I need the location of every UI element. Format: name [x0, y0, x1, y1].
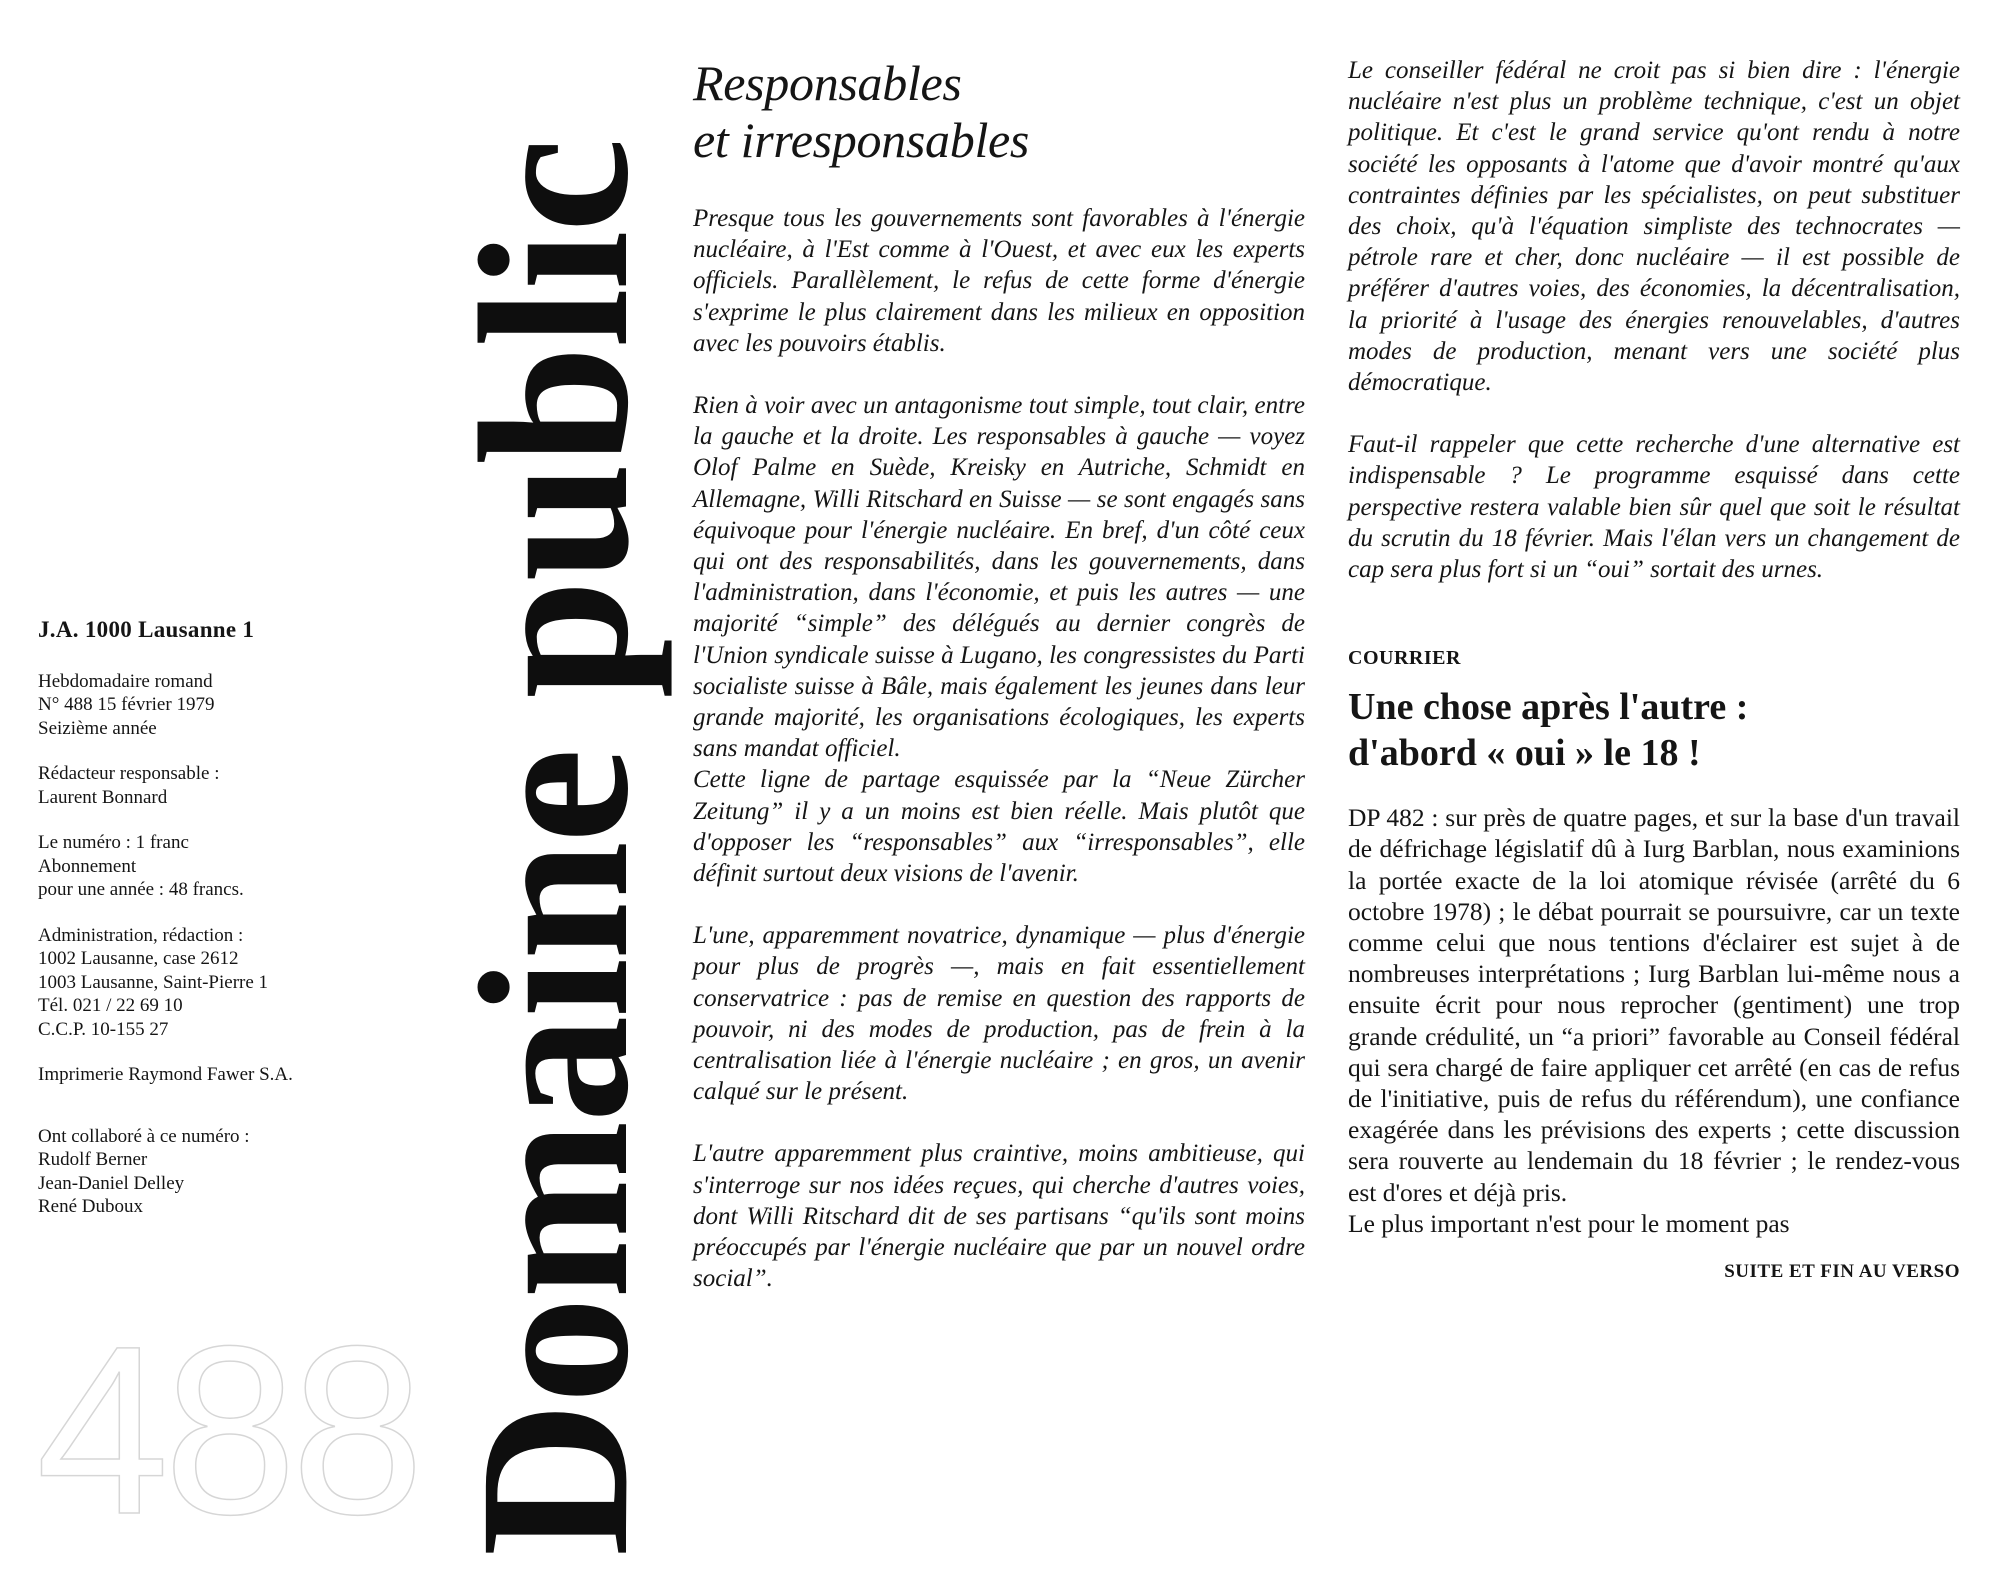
courrier-body-continued: Le plus important n'est pour le moment pas	[1348, 1208, 1790, 1238]
address-block	[38, 924, 398, 1042]
editorial-paragraph: Cette ligne de partage esquissée par la “Neue Zürcher Zeitung” il y a un moins est bien réelle. Mais plutôt que d'opposer les “responsables” aux “irresponsables”, elle définit surtout deux visions de l'avenir.	[693, 766, 1305, 888]
printer-block	[38, 1063, 398, 1087]
editorial-paragraph: L'une, apparemment novatrice, dynamique — plus d'énergie pour plus de progrès —, mais en fait essentiellement conservatrice : pas de remise en question des rapports de pouvoir, ni des modes de production, pas de frein à la centralisation liée à l'énergie nucléaire ; en gros, un avenir calqué sur le présent.	[693, 922, 1305, 1106]
info-line: Abonnement	[38, 855, 137, 877]
editorial-column-1	[693, 55, 1305, 1326]
section-label: COURRIER	[1348, 647, 1461, 670]
publication-details	[38, 670, 398, 741]
price-block	[38, 831, 398, 902]
masthead-title: Domaine public	[436, 139, 673, 1557]
info-line: 1003 Lausanne, Saint-Pierre 1	[38, 971, 269, 993]
info-line: Administration, rédaction :	[38, 924, 244, 946]
masthead	[436, 139, 673, 1557]
info-line: Tél. 021 / 22 69 10	[38, 995, 183, 1016]
editorial-paragraph: Rien à voir avec un antagonisme tout simple, tout clair, entre la gauche et la droite. Les responsables à gauche — voyez Olof Palme en Suède, Kreisky en Autriche, Schmidt en Allemagne, Willi Ritschard en Suisse — se sont engagés sans équivoque pour l'énergie nucléaire. En bref, d'un côté ceux qui ont des responsabilités, dans les gouvernements, dans l'administration, dans l'économie, et puis les autres — une majorité “simple” des délégués au dernier congrès de l'Union syndicale suisse à Lugano, les congressistes du Parti socialiste suisse à Bâle, mais également les jeunes dans leur grande majorité, les organisations écologiques, les experts sans mandat officiel.	[693, 392, 1305, 763]
info-line: Hebdomadaire romand	[38, 670, 213, 692]
issue-line: N° 488 15 février 1979	[38, 694, 215, 715]
title-line: Responsables	[693, 55, 962, 111]
editorial-paragraph: L'autre apparemment plus craintive, moins ambitieuse, qui s'interroge sur nos idées reçues, qui cherche d'autres voies, dont Willi Ritschard dit de ses partisans “qu'ils sont moins préoccupés par l'énergie nucléaire que par un nouvel ordre social”.	[693, 1140, 1305, 1293]
info-line: Seizième année	[38, 717, 157, 739]
info-line: Le numéro : 1 franc	[38, 832, 189, 853]
contributors-block	[38, 1125, 398, 1219]
contributor-name: Jean-Daniel Delley	[38, 1172, 185, 1194]
headline-line: Une chose après l'autre :	[1348, 686, 1749, 729]
info-line: C.C.P. 10-155 27	[38, 1018, 169, 1040]
info-line: pour une année : 48 francs.	[38, 879, 244, 900]
editorial-paragraph: Le conseiller fédéral ne croit pas si bien dire : l'énergie nucléaire n'est plus un problème technique, c'est un objet politique. Et c'est le grand service qu'ont rendu à notre société les opposants à l'atome que d'avoir montré qu'aux contraintes définies par les spécialistes, on peut substituer des choix, qu'à l'équation simpliste des technocrates — pétrole rare et cher, donc nucléaire — il est possible de préférer d'autres voies, des économies, la décentralisation, la priorité à l'usage des énergies renouvelables, d'autres modes de production, menant vers une société plus démocratique.	[1348, 57, 1960, 397]
editorial-paragraph: Presque tous les gouvernements sont favorables à l'énergie nucléaire, à l'Est comme à l'Ouest, et avec eux les experts officiels. Parallèlement, le refus de cette forme d'énergie s'exprime le plus clairement dans les milieux en opposition avec les pouvoirs établis.	[693, 205, 1305, 357]
editorial-paragraph: Faut-il rappeler que cette recherche d'une alternative est indispensable ? Le programme esquissé dans cette perspective restera valable bien sûr quel que soit le résultat du scrutin du 18 février. Mais l'élan vers un changement de cap sera plus fort si un “oui” sortait des urnes.	[1348, 431, 1960, 584]
contributor-name: René Duboux	[38, 1196, 144, 1217]
info-line: Rédacteur responsable :	[38, 763, 220, 784]
contributor-name: Rudolf Berner	[38, 1149, 148, 1170]
postal-mark: J.A. 1000 Lausanne 1	[38, 617, 255, 642]
issue-number-watermark: 488	[36, 1296, 419, 1564]
editorial-column-2	[1348, 55, 1960, 1283]
courrier-headline	[1348, 684, 1960, 776]
editorial-title	[693, 55, 1305, 169]
continued-note: SUITE ET FIN AU VERSO	[1724, 1261, 1960, 1283]
headline-line: d'abord « oui » le 18 !	[1348, 732, 1701, 775]
courrier-body: DP 482 : sur près de quatre pages, et sur la base d'un travail de défrichage législatif dû à Iurg Barblan, nous examinions la portée exacte de la loi atomique révisée (arrêté du 6 octobre 1978) ; le débat pourrait se poursuivre, car un texte comme celui que nous tentions d'éclairer est sujet à de nombreuses interprétations ; Iurg Barblan lui-même nous a ensuite écrit pour nous reprocher (gentiment) une trop grande crédulité, un “a priori” favorable au Conseil fédéral qui sera chargé de faire appliquer cet arrêté (en cas de refus de l'initiative, puis de refus du référendum), une confiance exagérée dans les prévisions des experts ; cette discussion sera rouverte au lendemain du 18 février ; le rendez-vous est d'ores et déjà pris.	[1348, 803, 1960, 1207]
info-line: Ont collaboré à ce numéro :	[38, 1125, 250, 1147]
publication-info	[38, 618, 398, 1241]
editor-block	[38, 762, 398, 809]
info-line: Imprimerie Raymond Fawer S.A.	[38, 1064, 293, 1085]
editor-name: Laurent Bonnard	[38, 786, 168, 808]
info-line: 1002 Lausanne, case 2612	[38, 948, 239, 969]
title-line: et irresponsables	[693, 112, 1030, 168]
